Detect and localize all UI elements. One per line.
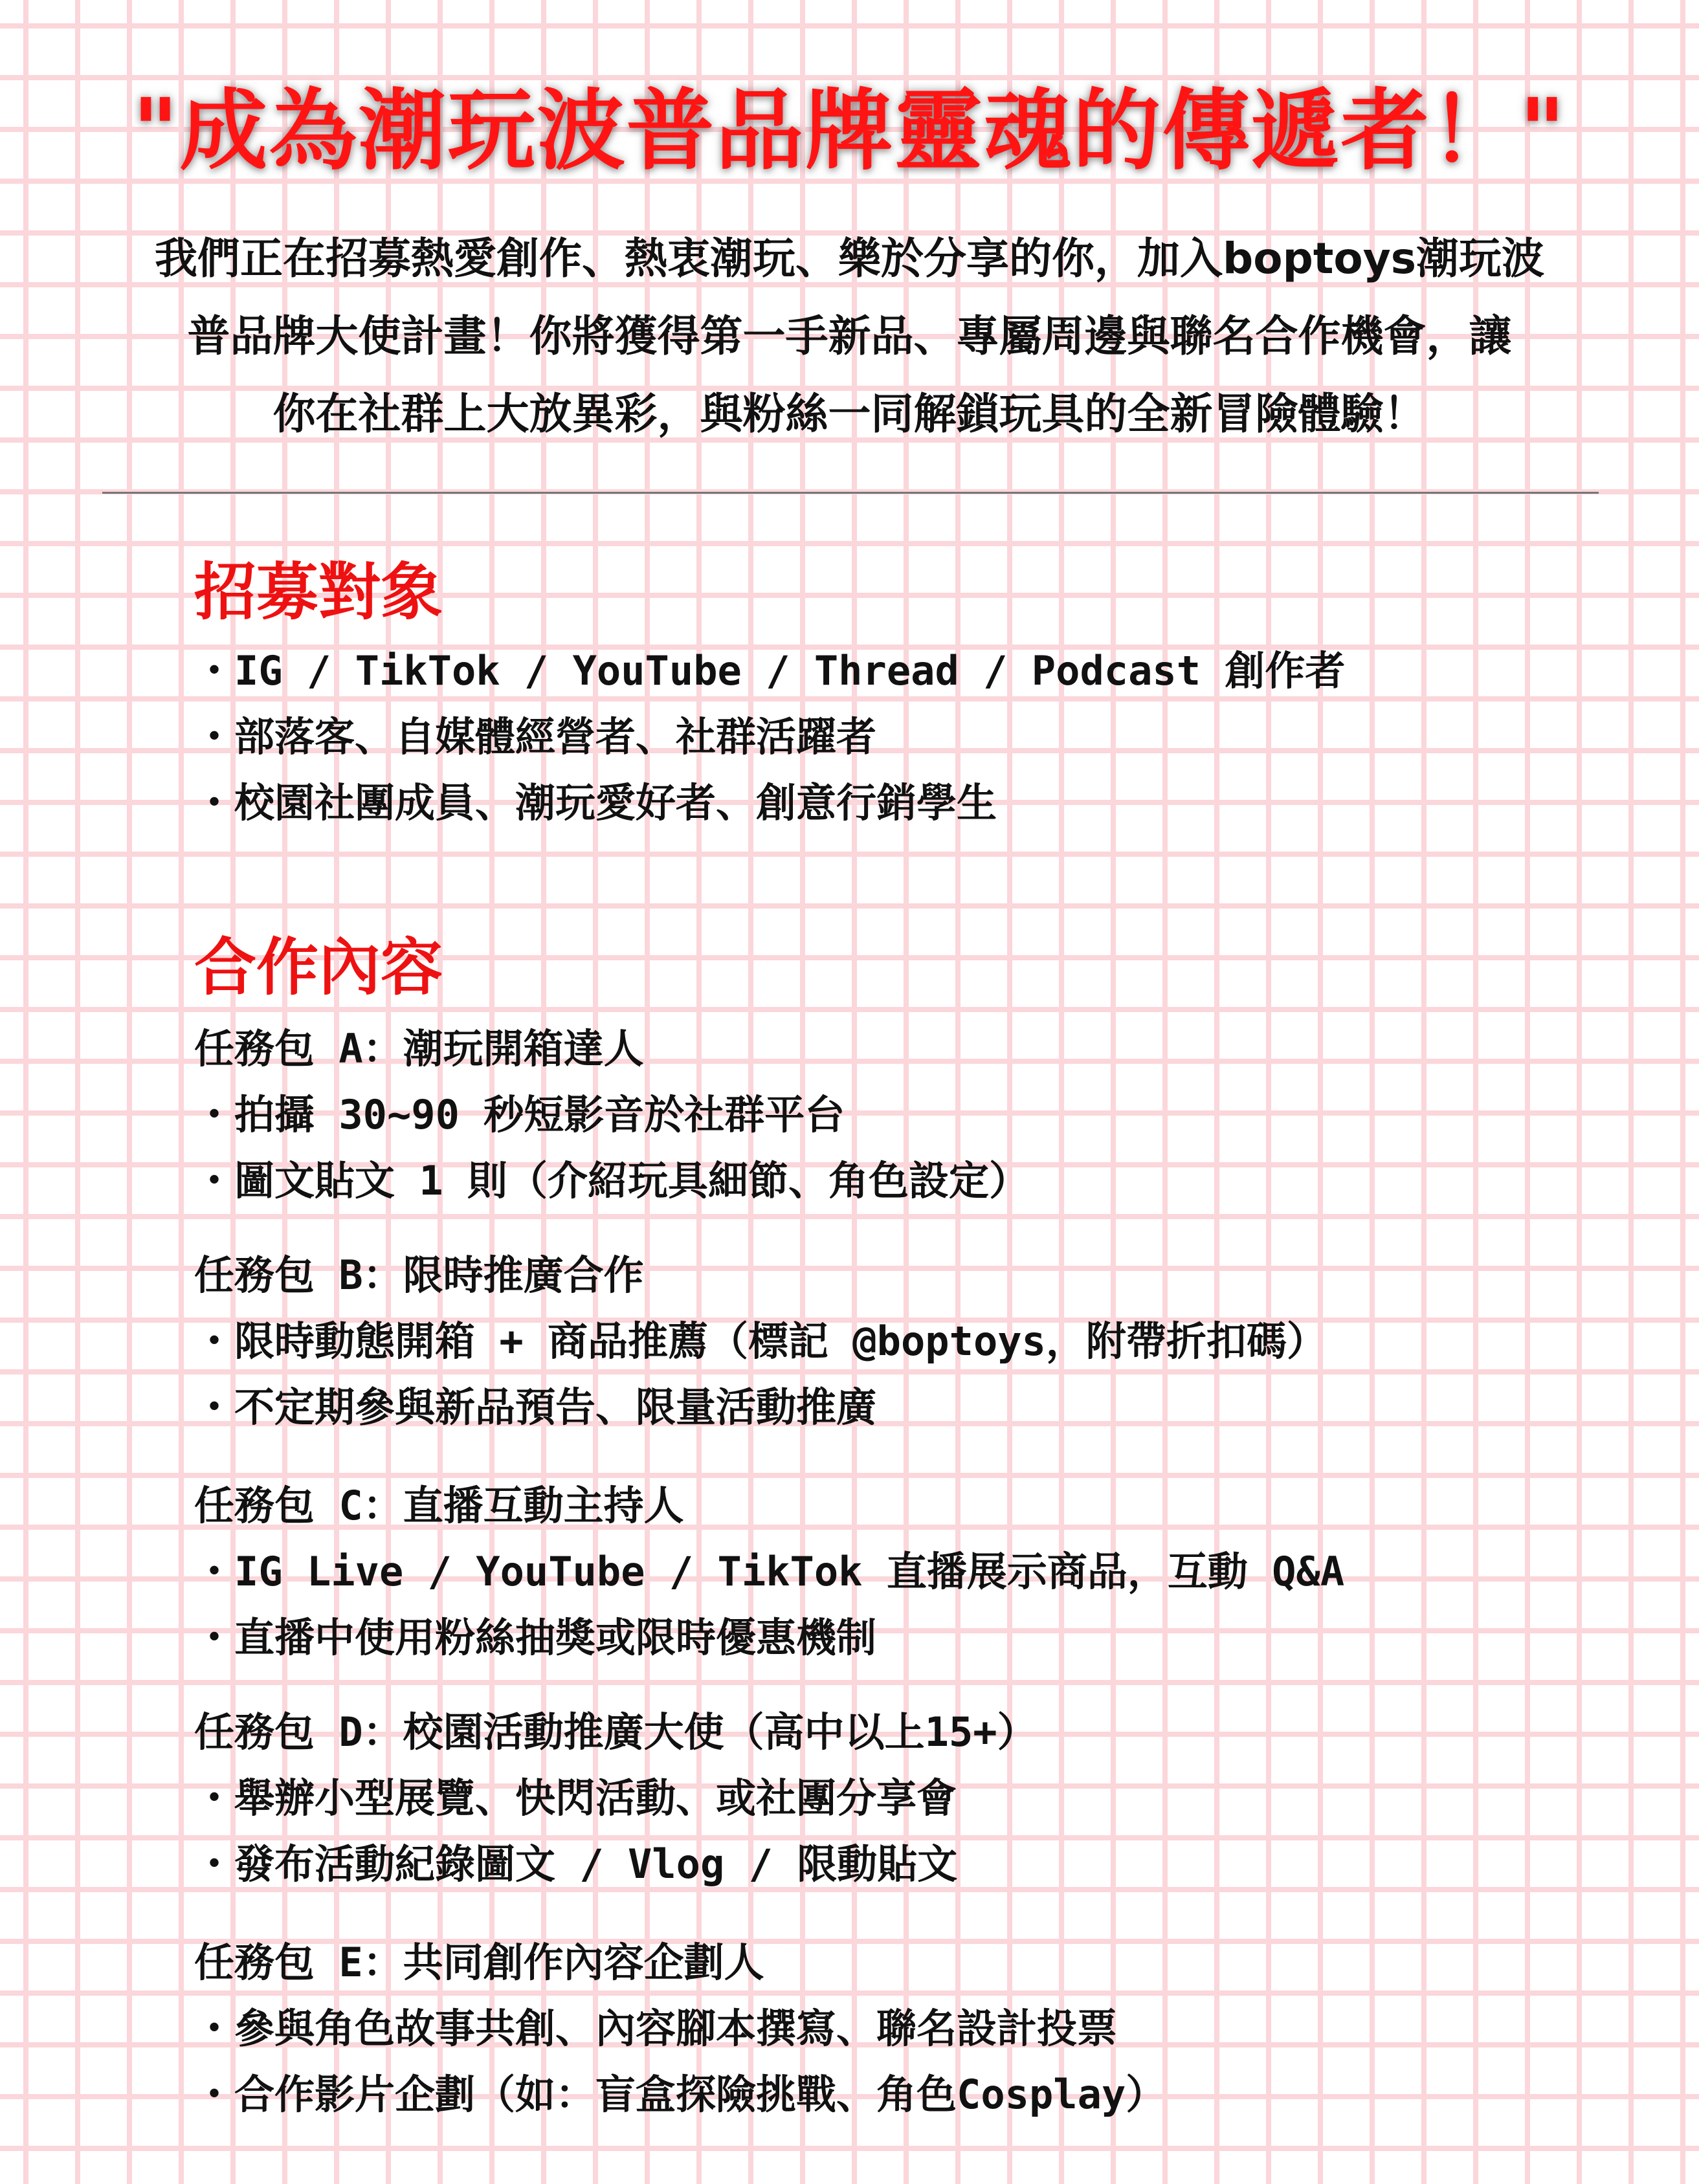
task-pack-e	[194, 1930, 1344, 2128]
task-pack-item: ・參與角色故事共創、內容腳本撰寫、聯名設計投票	[194, 2005, 1118, 2052]
cooperation-section	[194, 925, 1344, 2128]
intro-line: 你在社群上大放異彩，與粉絲一同解鎖玩具的全新冒險體驗！	[272, 389, 1427, 439]
recruit-section	[194, 550, 1345, 836]
task-pack-heading: 任務包 A：潮玩開箱達人	[194, 1025, 644, 1072]
recruit-item: ・校園社團成員、潮玩愛好者、創意行銷學生	[194, 779, 997, 826]
intro-paragraph	[97, 220, 1602, 453]
headline: "成為潮玩波普品牌靈魂的傳遞者！"	[132, 80, 1567, 182]
recruit-item: ・部落客、自媒體經營者、社群活躍者	[194, 713, 877, 760]
recruit-title: 招募對象	[194, 556, 443, 628]
intro-line: 普品牌大使計畫！你將獲得第一手新品、專屬周邊與聯名合作機會，讓	[187, 311, 1512, 361]
divider	[102, 492, 1599, 494]
task-pack-item: ・拍攝 30~90 秒短影音於社群平台	[194, 1091, 845, 1138]
task-pack-item: ・舉辦小型展覽、快閃活動、或社團分享會	[194, 1774, 957, 1822]
task-pack-heading: 任務包 D：校園活動推廣大使（高中以上15+）	[194, 1708, 1038, 1756]
intro-line: 我們正在招募熱愛創作、熱衷潮玩、樂於分享的你，加入boptoys潮玩波	[154, 234, 1545, 283]
task-pack-heading: 任務包 C：直播互動主持人	[194, 1482, 684, 1529]
task-pack-item: ・合作影片企劃（如：盲盒探險挑戰、角色Cosplay）	[194, 2071, 1166, 2118]
task-pack-item: ・IG Live / YouTube / TikTok 直播展示商品，互動 Q&A	[194, 1548, 1345, 1595]
task-pack-c	[194, 1473, 1344, 1671]
task-pack-item: ・圖文貼文 1 則（介紹玩具細節、角色設定）	[194, 1157, 1029, 1204]
task-pack-item: ・發布活動紀錄圖文 / Vlog / 限動貼文	[194, 1840, 958, 1888]
cooperation-title: 合作內容	[194, 931, 443, 1004]
task-pack-item: ・限時動態開箱 + 商品推薦（標記 @boptoys，附帶折扣碼）	[194, 1318, 1327, 1365]
task-pack-a	[194, 1016, 1344, 1214]
task-pack-heading: 任務包 B：限時推廣合作	[194, 1252, 644, 1299]
task-pack-b	[194, 1242, 1344, 1440]
task-pack-d	[194, 1699, 1344, 1897]
task-pack-heading: 任務包 E：共同創作內容企劃人	[194, 1939, 764, 1986]
task-pack-item: ・不定期參與新品預告、限量活動推廣	[194, 1384, 877, 1431]
task-pack-item: ・直播中使用粉絲抽獎或限時優惠機制	[194, 1614, 877, 1661]
recruit-item: ・IG / TikTok / YouTube / Thread / Podcast 創作者	[194, 647, 1346, 694]
